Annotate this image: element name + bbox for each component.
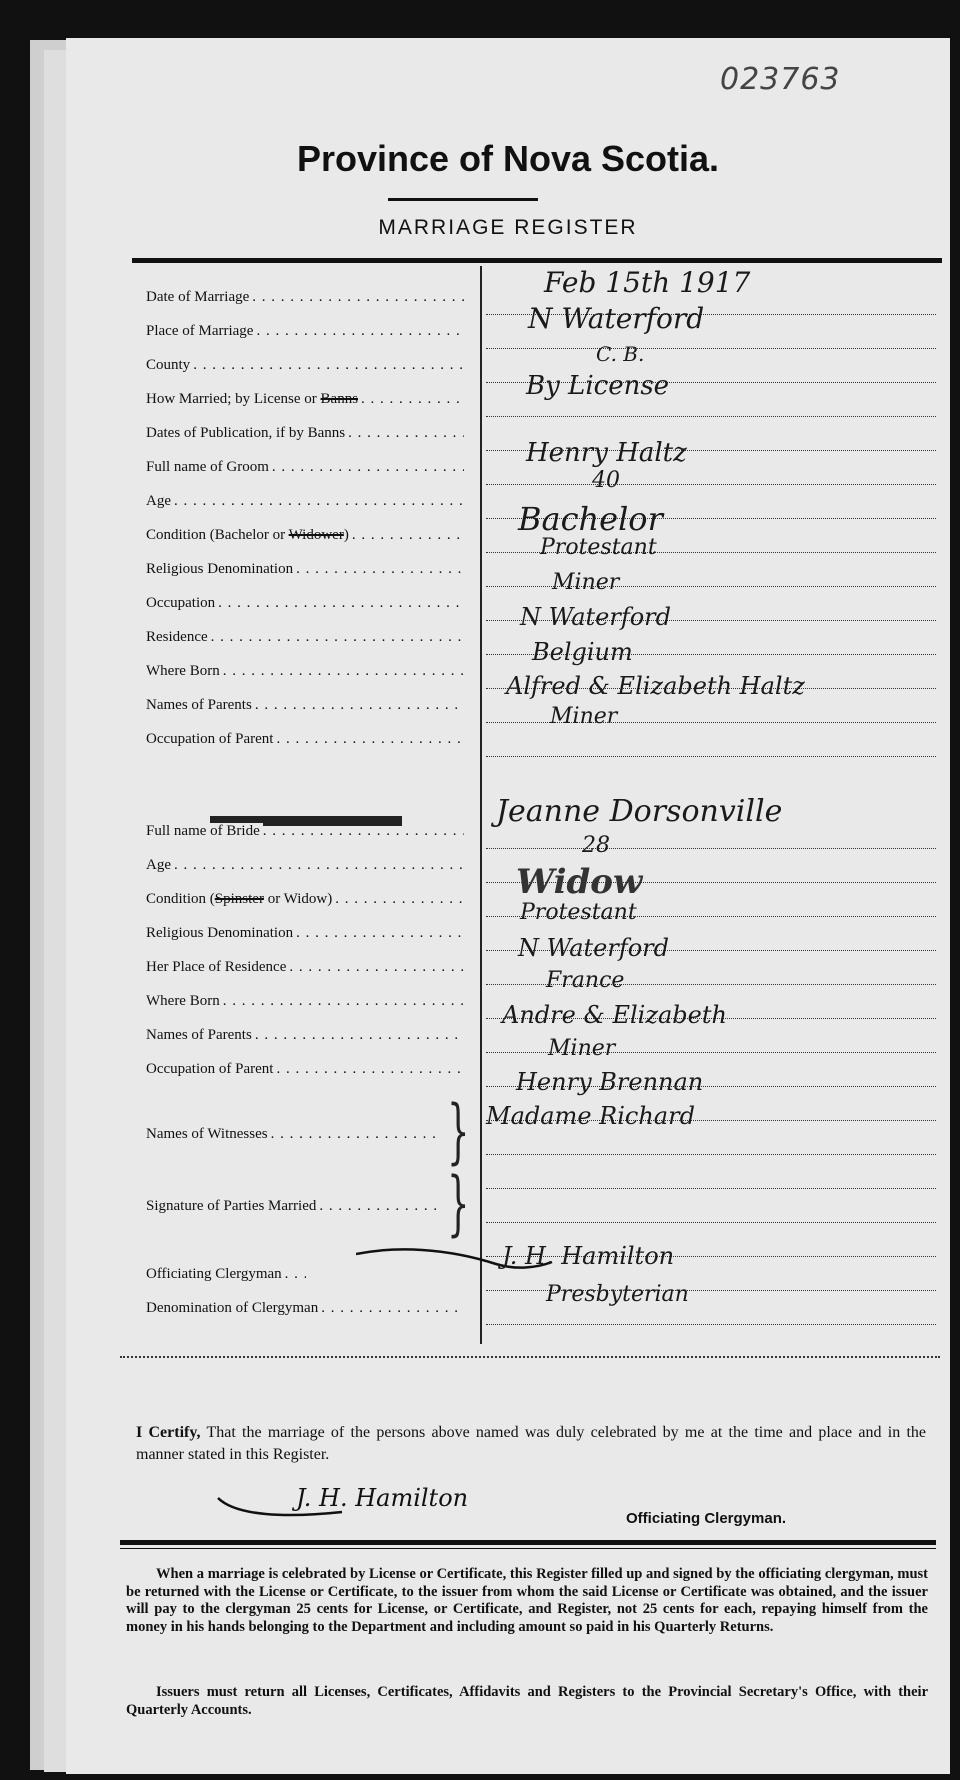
value-bride-name: Jeanne Dorsonville	[496, 794, 783, 829]
value-officiating-clergyman: J. H. Hamilton	[502, 1242, 675, 1270]
notice-paragraph-2: Issuers must return all Licenses, Certificates, Affidavits and Registers to the Provincial Secretary's Office, with their Quarterly Accounts.	[126, 1684, 928, 1718]
label-groom-religion: Religious Denomination . . .	[146, 561, 464, 578]
value-bride-parents: Andre & Elizabeth	[502, 1001, 727, 1029]
value-county: C. B.	[596, 342, 645, 366]
value-how-married: By License	[526, 371, 670, 401]
value-groom-occupation: Miner	[552, 570, 620, 595]
value-date-of-marriage: Feb 15th 1917	[544, 266, 751, 299]
value-bride-residence: N Waterford	[518, 934, 670, 962]
label-signature: Signature of Parties Married . . .	[146, 1198, 436, 1215]
label-groom-parent-occupation: Occupation of Parent . . .	[146, 731, 464, 748]
value-witness-1: Henry Brennan	[516, 1068, 704, 1096]
label-groom-age: Age . . .	[146, 493, 464, 510]
value-groom-name: Henry Haltz	[526, 438, 687, 468]
value-groom-parent-occupation: Miner	[550, 704, 618, 729]
label-bride-parents: Names of Parents . . .	[146, 1027, 464, 1044]
value-groom-parents: Alfred & Elizabeth Haltz	[506, 672, 805, 700]
signature-brace: }	[447, 1162, 470, 1244]
certification-statement	[136, 1422, 926, 1466]
serial-number: 023763	[720, 62, 841, 97]
certify-text: That the marriage of the persons above named was duly celebrated by me at the time and place and in the manner stated in this Register.	[136, 1424, 926, 1463]
value-line	[486, 1192, 936, 1223]
label-bride-name: Full name of Bride . . .	[146, 823, 464, 840]
column-divider	[480, 266, 482, 1344]
value-groom-condition: Bachelor	[518, 500, 663, 538]
certify-signature-label: Officiating Clergyman.	[626, 1510, 787, 1527]
value-bride-parent-occupation: Miner	[548, 1036, 616, 1061]
label-dates-of-publication: Dates of Publication, if by Banns . . .	[146, 425, 464, 442]
label-groom-residence: Residence . . .	[146, 629, 464, 646]
value-witness-2: Madame Richard	[486, 1102, 695, 1130]
header-rule	[132, 258, 942, 263]
notice-top-rule	[120, 1540, 936, 1545]
form-title: Province of Nova Scotia.	[296, 138, 720, 179]
label-witnesses: Names of Witnesses . . .	[146, 1126, 436, 1143]
value-line	[486, 1158, 936, 1189]
value-groom-age: 40	[592, 468, 620, 493]
label-groom-occupation: Occupation . . .	[146, 595, 464, 612]
certify-signature: J. H. Hamilton	[296, 1484, 469, 1512]
form-subtitle: MARRIAGE REGISTER	[378, 216, 638, 239]
value-bride-age: 28	[582, 833, 610, 858]
value-bride-condition: Widow	[516, 862, 643, 902]
value-line	[486, 726, 936, 757]
certify-lead: I Certify,	[136, 1424, 201, 1441]
label-county: County . . .	[146, 357, 464, 374]
label-bride-residence: Her Place of Residence . . .	[146, 959, 464, 976]
label-bride-religion: Religious Denomination . . .	[146, 925, 464, 942]
label-groom-name: Full name of Groom . . .	[146, 459, 464, 476]
value-groom-born: Belgium	[532, 638, 633, 666]
certify-top-rule	[120, 1356, 940, 1359]
title-rule	[388, 198, 538, 201]
label-bride-parent-occupation: Occupation of Parent . . .	[146, 1061, 464, 1078]
value-bride-religion: Protestant	[520, 900, 637, 925]
value-place-of-marriage: N Waterford	[528, 302, 705, 335]
label-bride-age: Age . . .	[146, 857, 464, 874]
label-clergy-denomination: Denomination of Clergyman . . .	[146, 1300, 464, 1317]
label-groom-born: Where Born . . .	[146, 663, 464, 680]
label-bride-condition: Condition (Spinster or Widow) . . .	[146, 891, 464, 908]
notice-paragraph-1: When a marriage is celebrated by License or Certificate, this Register filled up and signed by the officiating clergyman, must be returned with the License or Certificate, to the issuer from whom the said License or Certificate was obtained, and the issuer will pay to the clergyman 25 cents for License, or Certificate, and Register, not 25 cents for each, repaying himself from the money in his hands belonging to the Department and including amount so paid in his Quarterly Returns.	[126, 1566, 928, 1635]
label-officiating-clergyman: Officiating Clergyman . . .	[146, 1266, 306, 1283]
value-groom-religion: Protestant	[540, 535, 657, 560]
notice-top-rule-thin	[120, 1548, 936, 1549]
register-form	[66, 38, 950, 1774]
label-groom-parents: Names of Parents . . .	[146, 697, 464, 714]
witness-brace: }	[447, 1090, 470, 1172]
label-date-of-marriage: Date of Marriage . . .	[146, 289, 464, 306]
value-groom-residence: N Waterford	[520, 603, 672, 631]
label-groom-condition: Condition (Bachelor or Widower) . . .	[146, 527, 464, 544]
label-place-of-marriage: Place of Marriage . . .	[146, 323, 464, 340]
value-bride-born: France	[546, 968, 625, 993]
value-clergy-denomination: Presbyterian	[546, 1282, 689, 1307]
label-how-married: How Married; by License or Banns . . .	[146, 391, 464, 408]
label-bride-born: Where Born . . .	[146, 993, 464, 1010]
